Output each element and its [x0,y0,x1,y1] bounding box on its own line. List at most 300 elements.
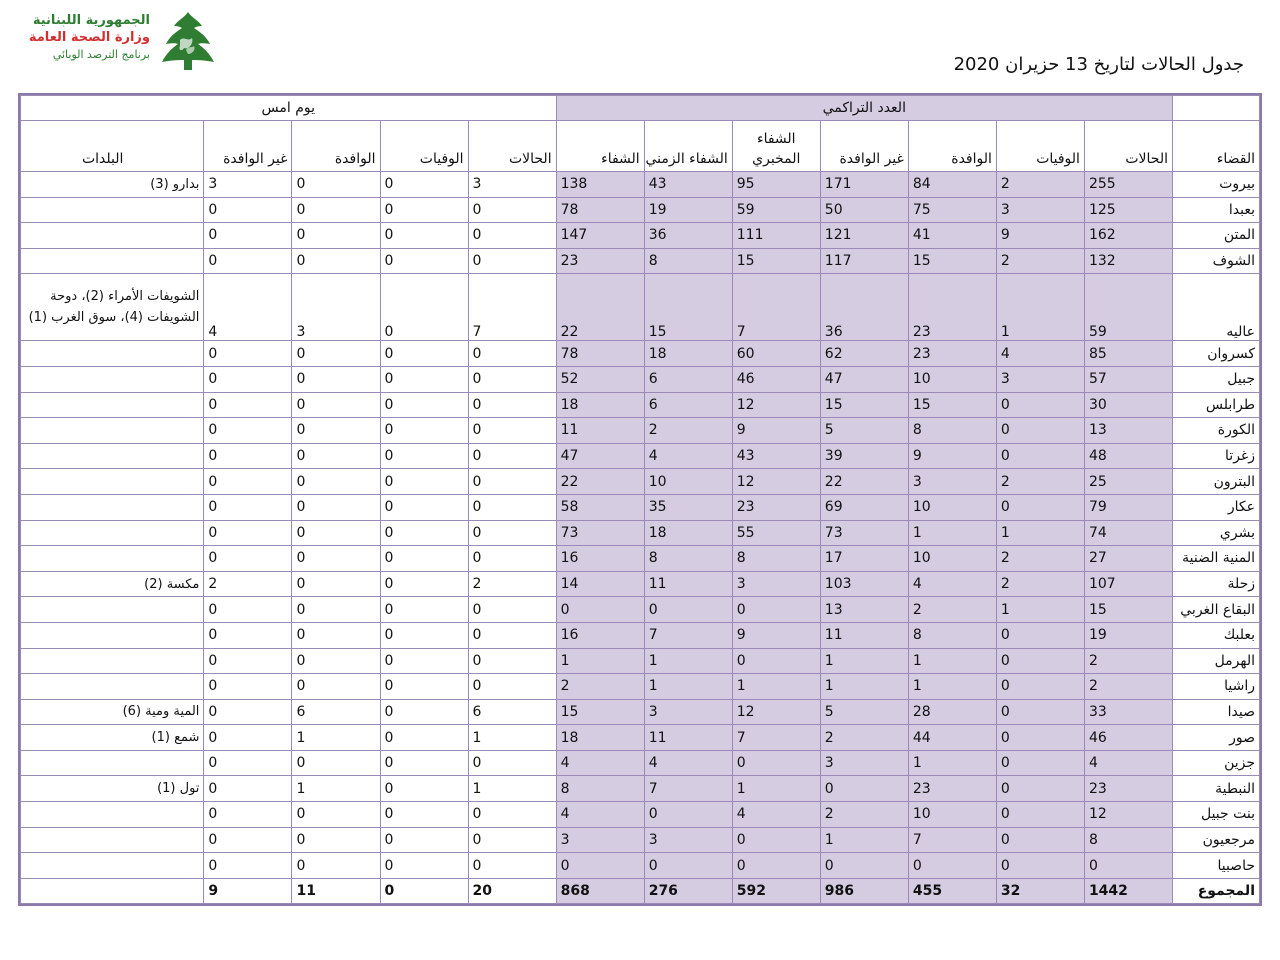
cell-y-deaths: 0 [380,197,468,223]
cell-y-deaths: 0 [380,699,468,725]
cell-rec-time: 35 [644,494,732,520]
cell-y-non-imported: 0 [204,622,292,648]
table-row [21,418,1260,444]
cell-towns [21,197,204,223]
cell-rec-time: 2 [644,418,732,444]
cell-y-deaths: 0 [380,223,468,249]
table-row [21,223,1260,249]
cell-rec-time: 8 [644,546,732,572]
cell-recovered: 1 [556,648,644,674]
cell-rec-time: 15 [644,274,732,341]
cell-y-imported: 0 [292,827,380,853]
cell-y-deaths: 0 [380,622,468,648]
cell-towns [21,418,204,444]
cell-recovered: 11 [556,418,644,444]
cell-cases: 48 [1084,443,1172,469]
cell-rec-lab: 111 [732,223,820,249]
cell-deaths: 0 [996,725,1084,751]
cell-y-cases: 0 [468,418,556,444]
cell-rec-lab: 4 [732,802,820,828]
cell-y-cases: 0 [468,674,556,700]
cell-y-deaths: 0 [380,172,468,198]
cell-rec-lab: 43 [732,443,820,469]
cell-recovered: 0 [556,597,644,623]
cell-rec-time: 4 [644,750,732,776]
cell-cases: 57 [1084,366,1172,392]
cell-towns [21,469,204,495]
cell-towns [21,622,204,648]
cell-y-cases: 0 [468,248,556,274]
cell-imported: 9 [908,443,996,469]
cell-non-imported: 5 [820,418,908,444]
cell-district: صيدا [1172,699,1259,725]
cell-recovered: 138 [556,172,644,198]
cell-y-non-imported: 4 [204,274,292,341]
cell-y-deaths: 0 [380,725,468,751]
cell-non-imported: 171 [820,172,908,198]
cell-recovered: 14 [556,571,644,597]
cell-y-imported: 0 [292,674,380,700]
cell-y-imported: 0 [292,853,380,879]
cell-deaths: 2 [996,469,1084,495]
cell-y-cases: 0 [468,750,556,776]
cell-y-cases: 0 [468,827,556,853]
cell-towns [21,878,204,903]
cell-y-imported: 0 [292,341,380,367]
cell-imported: 41 [908,223,996,249]
table-row [21,674,1260,700]
cell-rec-lab: 23 [732,494,820,520]
cell-deaths: 0 [996,750,1084,776]
cell-deaths: 0 [996,776,1084,802]
table-row [21,443,1260,469]
table-row [21,366,1260,392]
cell-towns [21,674,204,700]
table-row [21,172,1260,198]
cell-cases: 33 [1084,699,1172,725]
cell-rec-time: 8 [644,248,732,274]
cell-recovered: 16 [556,546,644,572]
cell-rec-lab: 9 [732,622,820,648]
header-recovered-lab [732,121,820,172]
cell-cases: 30 [1084,392,1172,418]
cell-y-imported: 6 [292,699,380,725]
cell-non-imported: 47 [820,366,908,392]
cell-y-deaths: 0 [380,776,468,802]
table-body [21,172,1260,904]
cell-non-imported: 5 [820,699,908,725]
cell-imported: 1 [908,674,996,700]
cell-rec-time: 4 [644,443,732,469]
cell-non-imported: 36 [820,274,908,341]
table-row [21,750,1260,776]
cell-rec-time: 3 [644,699,732,725]
cell-deaths: 0 [996,674,1084,700]
cedar-tree-icon [158,10,218,72]
cell-rec-time: 18 [644,341,732,367]
cell-y-non-imported: 0 [204,853,292,879]
cell-y-non-imported: 0 [204,750,292,776]
cell-towns: تول (1) [21,776,204,802]
cell-towns [21,853,204,879]
cell-district: المتن [1172,223,1259,249]
cell-towns [21,248,204,274]
cell-deaths: 4 [996,341,1084,367]
cell-non-imported: 103 [820,571,908,597]
cell-imported: 1 [908,520,996,546]
cell-imported: 23 [908,341,996,367]
cell-district: بيروت [1172,172,1259,198]
cell-rec-time: 1 [644,674,732,700]
cell-y-imported: 0 [292,366,380,392]
cell-district: البترون [1172,469,1259,495]
cell-y-imported: 0 [292,197,380,223]
cell-non-imported: 22 [820,469,908,495]
cell-cases: 132 [1084,248,1172,274]
cell-rec-lab: 12 [732,392,820,418]
table-row [21,197,1260,223]
cell-district: المنية الضنية [1172,546,1259,572]
cell-recovered: 4 [556,750,644,776]
cell-deaths: 0 [996,802,1084,828]
cell-towns: شمع (1) [21,725,204,751]
cell-district: حاصبيا [1172,853,1259,879]
header-towns: البلدات [21,121,204,172]
cell-recovered: 3 [556,827,644,853]
cell-recovered: 23 [556,248,644,274]
cell-y-imported: 0 [292,248,380,274]
cell-y-cases: 0 [468,520,556,546]
cell-y-deaths: 0 [380,341,468,367]
cell-y-non-imported: 2 [204,571,292,597]
cell-y-non-imported: 0 [204,418,292,444]
table-row [21,802,1260,828]
cell-cases: 46 [1084,725,1172,751]
cell-deaths: 3 [996,366,1084,392]
cell-y-non-imported: 0 [204,827,292,853]
cell-y-non-imported: 3 [204,172,292,198]
cell-y-cases: 0 [468,443,556,469]
cell-non-imported: 2 [820,802,908,828]
cell-cases: 27 [1084,546,1172,572]
cell-y-cases: 20 [468,878,556,903]
cell-y-imported: 1 [292,725,380,751]
cell-y-imported: 0 [292,648,380,674]
cell-y-cases: 0 [468,648,556,674]
cell-rec-lab: 7 [732,725,820,751]
total-row [21,878,1260,903]
cell-cases: 79 [1084,494,1172,520]
cell-cases: 19 [1084,622,1172,648]
cell-recovered: 868 [556,878,644,903]
cell-non-imported: 69 [820,494,908,520]
cell-y-cases: 0 [468,197,556,223]
cell-rec-time: 6 [644,366,732,392]
cell-imported: 23 [908,274,996,341]
cases-table [20,95,1260,904]
cell-rec-lab: 0 [732,827,820,853]
cell-rec-time: 0 [644,853,732,879]
cell-y-cases: 0 [468,853,556,879]
header-imported: الوافدة [908,121,996,172]
cell-towns [21,341,204,367]
cell-y-non-imported: 0 [204,802,292,828]
cell-recovered: 73 [556,520,644,546]
cell-non-imported: 11 [820,622,908,648]
logo-program-name: برنامج الترصد الوبائي [52,48,150,61]
cell-deaths: 2 [996,248,1084,274]
cell-cases: 74 [1084,520,1172,546]
cell-towns [21,520,204,546]
cell-towns: المية ومية (6) [21,699,204,725]
cell-district: النبطية [1172,776,1259,802]
cell-towns [21,366,204,392]
cell-y-non-imported: 0 [204,546,292,572]
cell-y-deaths: 0 [380,674,468,700]
cell-towns [21,750,204,776]
table-row [21,827,1260,853]
cell-y-deaths: 0 [380,366,468,392]
cell-deaths: 0 [996,494,1084,520]
group-header-blank [1172,96,1259,121]
cell-imported: 15 [908,392,996,418]
logo-ministry-name: وزارة الصحة العامة [28,30,150,45]
cell-district: راشيا [1172,674,1259,700]
cell-cases: 0 [1084,853,1172,879]
cell-rec-time: 18 [644,520,732,546]
cell-rec-time: 10 [644,469,732,495]
cell-y-imported: 0 [292,223,380,249]
cell-y-imported: 0 [292,802,380,828]
table-row [21,392,1260,418]
cell-rec-lab: 592 [732,878,820,903]
cell-y-deaths: 0 [380,597,468,623]
cell-cases: 255 [1084,172,1172,198]
cell-cases: 2 [1084,674,1172,700]
cell-y-imported: 0 [292,571,380,597]
cell-district: الهرمل [1172,648,1259,674]
cell-towns [21,802,204,828]
cell-y-cases: 0 [468,469,556,495]
cell-y-imported: 0 [292,392,380,418]
cell-imported: 23 [908,776,996,802]
cell-non-imported: 117 [820,248,908,274]
cell-district: زحلة [1172,571,1259,597]
cell-rec-time: 0 [644,802,732,828]
cell-rec-lab: 95 [732,172,820,198]
page-title: جدول الحالات لتاريخ 13 حزيران 2020 [953,54,1244,75]
cell-cases: 125 [1084,197,1172,223]
cell-y-imported: 0 [292,520,380,546]
cell-district: الشوف [1172,248,1259,274]
cell-recovered: 78 [556,197,644,223]
cell-y-imported: 0 [292,494,380,520]
cell-rec-lab: 8 [732,546,820,572]
table-row [21,494,1260,520]
cell-district: المجموع [1172,878,1259,903]
cell-y-cases: 0 [468,597,556,623]
cell-y-deaths: 0 [380,571,468,597]
cell-y-cases: 1 [468,776,556,802]
table-row [21,597,1260,623]
table-row [21,648,1260,674]
header-recovered-lab-line2: المخبري [752,151,801,167]
cell-y-imported: 0 [292,418,380,444]
header-yesterday-deaths: الوفيات [380,121,468,172]
cell-towns: مكسة (2) [21,571,204,597]
cell-y-deaths: 0 [380,469,468,495]
cell-imported: 3 [908,469,996,495]
cell-deaths: 0 [996,392,1084,418]
cell-deaths: 9 [996,223,1084,249]
cell-non-imported: 2 [820,725,908,751]
cell-recovered: 15 [556,699,644,725]
table-row [21,469,1260,495]
cell-y-imported: 0 [292,750,380,776]
cell-towns [21,443,204,469]
cell-y-non-imported: 0 [204,469,292,495]
cell-rec-lab: 0 [732,750,820,776]
cell-imported: 28 [908,699,996,725]
cell-district: بشري [1172,520,1259,546]
table-row [21,274,1260,341]
cell-y-imported: 11 [292,878,380,903]
cell-district: البقاع الغربي [1172,597,1259,623]
cell-cases: 13 [1084,418,1172,444]
table-row [21,571,1260,597]
cell-cases: 2 [1084,648,1172,674]
logo-republic-name: الجمهورية اللبنانية [32,13,150,28]
cell-non-imported: 1 [820,827,908,853]
cell-rec-lab: 12 [732,699,820,725]
cell-district: كسروان [1172,341,1259,367]
cell-rec-lab: 0 [732,597,820,623]
cell-y-imported: 3 [292,274,380,341]
cell-y-imported: 0 [292,443,380,469]
cell-rec-time: 19 [644,197,732,223]
cell-deaths: 0 [996,418,1084,444]
cell-y-non-imported: 0 [204,699,292,725]
cell-non-imported: 50 [820,197,908,223]
cell-imported: 15 [908,248,996,274]
cell-imported: 10 [908,802,996,828]
cell-deaths: 0 [996,827,1084,853]
cell-cases: 25 [1084,469,1172,495]
cell-imported: 10 [908,366,996,392]
cell-non-imported: 0 [820,853,908,879]
cell-y-cases: 0 [468,392,556,418]
cell-recovered: 22 [556,469,644,495]
cell-rec-time: 11 [644,725,732,751]
cell-towns: الشويفات الأمراء (2)، دوحة الشويفات (4)، سوق الغرب (1) [21,274,204,341]
cell-y-deaths: 0 [380,418,468,444]
cell-non-imported: 1 [820,674,908,700]
cell-deaths: 0 [996,853,1084,879]
cell-recovered: 58 [556,494,644,520]
cell-rec-lab: 60 [732,341,820,367]
cell-imported: 8 [908,418,996,444]
cell-district: زغرتا [1172,443,1259,469]
cell-y-non-imported: 0 [204,341,292,367]
cell-rec-time: 276 [644,878,732,903]
cell-y-non-imported: 0 [204,248,292,274]
cell-district: جزين [1172,750,1259,776]
cell-non-imported: 39 [820,443,908,469]
cell-y-cases: 0 [468,546,556,572]
header-recovered-time: الشفاء الزمني [644,121,732,172]
cell-rec-lab: 0 [732,648,820,674]
header-district: القضاء [1172,121,1259,172]
cell-recovered: 0 [556,853,644,879]
cell-y-deaths: 0 [380,853,468,879]
cell-y-non-imported: 0 [204,494,292,520]
cell-recovered: 16 [556,622,644,648]
cell-recovered: 47 [556,443,644,469]
cell-recovered: 22 [556,274,644,341]
cell-towns: بدارو (3) [21,172,204,198]
cell-towns [21,223,204,249]
cell-rec-lab: 15 [732,248,820,274]
cell-district: مرجعيون [1172,827,1259,853]
cell-towns [21,827,204,853]
header-yesterday-imported: الوافدة [292,121,380,172]
cell-deaths: 2 [996,571,1084,597]
cell-y-non-imported: 0 [204,520,292,546]
cell-district: جبيل [1172,366,1259,392]
cell-y-deaths: 0 [380,546,468,572]
cell-y-cases: 3 [468,172,556,198]
cell-cases: 1442 [1084,878,1172,903]
cell-y-cases: 6 [468,699,556,725]
cell-cases: 23 [1084,776,1172,802]
cell-y-deaths: 0 [380,827,468,853]
cell-deaths: 2 [996,172,1084,198]
cell-deaths: 1 [996,520,1084,546]
cell-imported: 7 [908,827,996,853]
cell-y-imported: 0 [292,172,380,198]
cell-rec-time: 11 [644,571,732,597]
cell-y-non-imported: 0 [204,597,292,623]
cell-imported: 4 [908,571,996,597]
cell-rec-lab: 7 [732,274,820,341]
cell-deaths: 0 [996,443,1084,469]
cell-rec-lab: 1 [732,776,820,802]
cell-y-non-imported: 0 [204,223,292,249]
cell-non-imported: 62 [820,341,908,367]
cell-rec-time: 6 [644,392,732,418]
cell-rec-time: 3 [644,827,732,853]
cell-y-deaths: 0 [380,443,468,469]
cell-towns [21,597,204,623]
cell-recovered: 8 [556,776,644,802]
cell-cases: 85 [1084,341,1172,367]
cell-y-non-imported: 0 [204,725,292,751]
cell-y-deaths: 0 [380,274,468,341]
header-recovered-lab-line1: الشفاء [756,131,796,147]
cell-recovered: 2 [556,674,644,700]
cell-towns [21,648,204,674]
cell-deaths: 3 [996,197,1084,223]
cell-imported: 1 [908,648,996,674]
cell-imported: 75 [908,197,996,223]
cell-imported: 10 [908,546,996,572]
cell-recovered: 52 [556,366,644,392]
cell-y-imported: 0 [292,546,380,572]
cell-rec-lab: 55 [732,520,820,546]
cell-non-imported: 0 [820,776,908,802]
header-recovered: الشفاء [556,121,644,172]
cell-imported: 455 [908,878,996,903]
